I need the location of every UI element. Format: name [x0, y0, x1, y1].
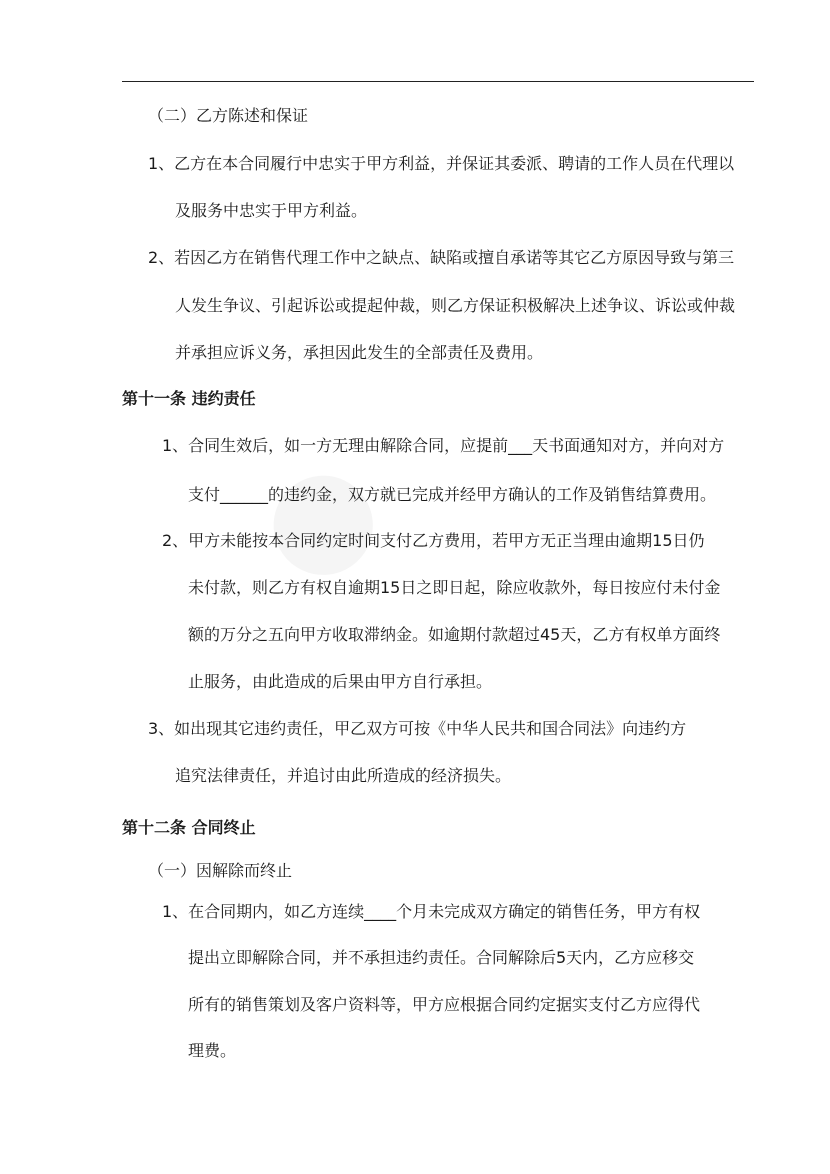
article-12-title: 第十二条 合同终止 — [122, 818, 256, 837]
a11-item2-line3: 额的万分之五向甲方收取滞纳金。如逾期付款超过45天，乙方有权单方面终 — [188, 625, 721, 644]
article-11-title: 第十一条 违约责任 — [122, 389, 256, 408]
a11-item3-line2: 追究法律责任，并追讨由此所造成的经济损失。 — [175, 766, 512, 785]
a11-item3-line1: 3、如出现其它违约责任，甲乙双方可按《中华人民共和国合同法》向违约方 — [148, 719, 687, 738]
s2-item1-line1: 1、乙方在本合同履行中忠实于甲方利益，并保证其委派、聘请的工作人员在代理以 — [148, 154, 735, 173]
header-rule — [122, 81, 754, 82]
a11-item2-line4: 止服务，由此造成的后果由甲方自行承担。 — [188, 672, 493, 691]
a12-subsection-1: （一）因解除而终止 — [148, 861, 293, 880]
a11-item1-line2: 支付______的违约金，双方就已完成并经甲方确认的工作及销售结算费用。 — [188, 485, 717, 504]
a12-item1-line2: 提出立即解除合同，并不承担违约责任。合同解除后5天内，乙方应移交 — [188, 948, 695, 967]
a12-item1-line4: 理费。 — [188, 1041, 237, 1060]
s2-item2-line1: 2、若因乙方在销售代理工作中之缺点、缺陷或擅自承诺等其它乙方原因导致与第三 — [148, 248, 735, 267]
a11-item2-line1: 2、甲方未能按本合同约定时间支付乙方费用，若甲方无正当理由逾期15日仍 — [162, 531, 705, 550]
section-two-title: （二）乙方陈述和保证 — [148, 106, 309, 125]
a11-item2-line2: 未付款，则乙方有权自逾期15日之即日起，除应收款外，每日按应付未付金 — [188, 578, 721, 597]
s2-item2-line2: 人发生争议、引起诉讼或提起仲裁，则乙方保证积极解决上述争议、诉讼或仲裁 — [175, 296, 736, 315]
s2-item2-line3: 并承担应诉义务，承担因此发生的全部责任及费用。 — [175, 343, 544, 362]
a11-item1-line1: 1、合同生效后，如一方无理由解除合同，应提前___天书面通知对方，并向对方 — [162, 436, 725, 455]
a12-item1-line3: 所有的销售策划及客户资料等，甲方应根据合同约定据实支付乙方应得代 — [188, 995, 701, 1014]
s2-item1-line2: 及服务中忠实于甲方利益。 — [175, 201, 368, 220]
a12-item1-line1: 1、在合同期内，如乙方连续____个月未完成双方确定的销售任务，甲方有权 — [162, 902, 701, 921]
